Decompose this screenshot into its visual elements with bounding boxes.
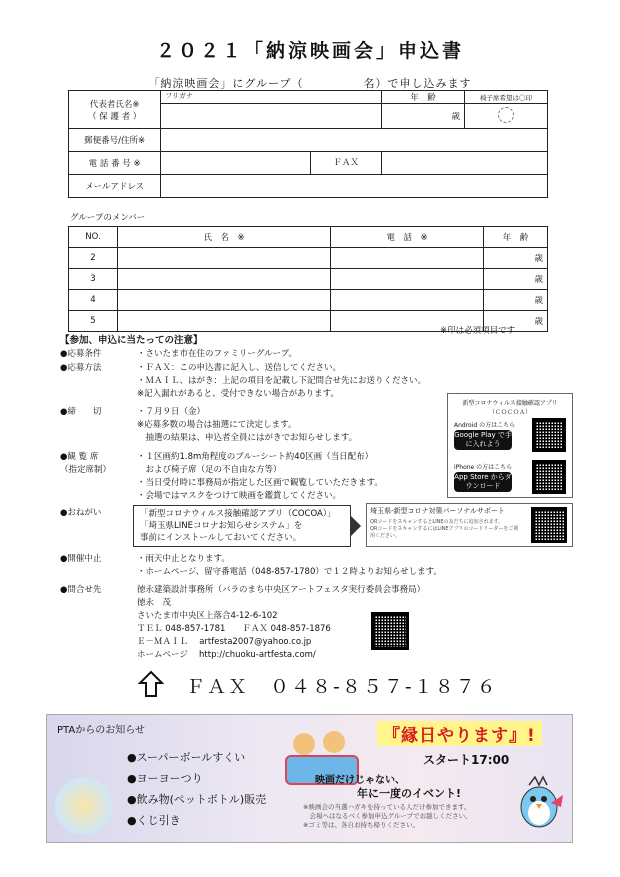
pta-note: 会場へはなるべく参加申込グループでお越しください。: [303, 812, 472, 820]
member-name-field[interactable]: [118, 311, 331, 332]
pta-heading: PTAからのお知らせ: [57, 725, 145, 736]
member-phone-field[interactable]: [331, 269, 484, 290]
qr-code-line: [531, 507, 567, 543]
col-no: NO.: [69, 227, 118, 248]
pta-panel: [46, 714, 573, 843]
note-text: 抽選の結果は、申込者全員にはがきでお知らせします。: [137, 433, 358, 443]
note-text: ・７月９日（金）: [137, 407, 206, 417]
pta-item: ●スーパーボールすくい: [127, 751, 246, 764]
line-support-box: [366, 503, 573, 547]
member-name-field[interactable]: [118, 269, 331, 290]
member-age-field[interactable]: [484, 248, 548, 269]
contact-person: 徳永 茂: [137, 598, 172, 608]
note-text: ・雨天中止となります。: [137, 554, 230, 564]
chair-header: 椅子席希望は〇印: [465, 91, 548, 104]
rep-age-field[interactable]: [382, 104, 465, 129]
line-desc-2: QRコードをスキャンするにはLINEアプリのコードリーダーをご利用ください。: [370, 526, 519, 539]
pta-item: ●ヨーヨーつり: [127, 772, 203, 785]
table-row: [69, 290, 548, 311]
note-text: ・ＭＡＩＬ、はがき：上記の項目を記載し下記問合せ先にお送りください。: [137, 376, 427, 386]
member-name-field[interactable]: [118, 290, 331, 311]
note-text: ・１区画約1.8m角程度のブルーシート約40区画（当日配布）: [137, 452, 374, 462]
line-desc: [370, 519, 520, 540]
age-header: 年 齢: [382, 91, 465, 104]
note-label-method: ●応募方法: [60, 363, 102, 373]
request-line: 事前にインストールしておいてください。: [140, 533, 302, 543]
note-text: ・さいたま市在住のファミリーグループ。: [137, 349, 297, 359]
col-age: 年 齢: [484, 227, 548, 248]
member-name-field[interactable]: [118, 248, 331, 269]
dashed-circle-icon: [498, 107, 514, 123]
request-line: 「新型コロナウィルス接触確認アプリ（COCOA）」: [140, 509, 336, 519]
rep-name-label: 代表者氏名※: [89, 99, 140, 110]
note-label-condition: ●応募条件: [60, 349, 102, 359]
note-label-seats: ●観 覧 席: [60, 452, 99, 462]
start-time: スタート17:00: [423, 753, 510, 767]
required-note: ※印は必須項目です: [440, 326, 516, 336]
pta-note: ※ゴミ等は、各自お持ち帰りください。: [303, 821, 419, 829]
row-no: 2: [69, 248, 118, 269]
page-title: ２０２１「納涼映画会」申込書: [155, 40, 464, 62]
sai-label: 歳: [534, 275, 543, 285]
note-text: および椅子席（足の不自由な方等）: [137, 465, 282, 475]
catch-line-2: 年に一度のイベント!: [357, 787, 462, 800]
arrow-right-icon: [351, 516, 361, 536]
table-row: [69, 269, 548, 290]
sai-label: 歳: [534, 254, 543, 264]
pta-notes: [303, 803, 472, 830]
application-line: 「納涼映画会」にグループ（ 名）で申し込みます: [148, 77, 472, 90]
col-name: 氏 名 ※: [118, 227, 331, 248]
note-text: ・当日受付時に事務局が指定した区画で観覧していただきます。: [137, 478, 383, 488]
note-text: ・ホームページ、留守番電話（048-857-1780）で１２時よりお知らせします。: [137, 567, 442, 577]
members-heading: グループのメンバー: [70, 213, 146, 223]
cocoa-title: 新型コロナウィルス接触確認アプリ: [462, 400, 558, 407]
up-arrow-icon: [138, 670, 164, 698]
rep-name-field[interactable]: [161, 104, 382, 129]
contact-tel-fax: ＴＥＬ 048-857-1781 ＦＡＸ 048-857-1876: [137, 624, 331, 634]
application-form: [68, 90, 548, 198]
note-label-contact: ●問合せ先: [60, 585, 102, 595]
kids-illustration: [55, 777, 113, 835]
catch-line-1: 映画だけじゃない、: [315, 775, 405, 786]
row-no: 5: [69, 311, 118, 332]
cocoa-sub: （ＣＯＣＯＡ）: [488, 409, 531, 416]
table-row: [69, 248, 548, 269]
sai-label: 歳: [451, 112, 461, 122]
pta-item: ●くじ引き: [127, 814, 181, 827]
note-text: ※記入漏れがあると、受付できない場合があります。: [137, 389, 339, 399]
member-phone-field[interactable]: [331, 290, 484, 311]
members-table: [68, 226, 548, 332]
note-label-cancel: ●開催中止: [60, 554, 102, 564]
note-label-request: ●おねがい: [60, 508, 102, 518]
col-phone: 電 話 ※: [331, 227, 484, 248]
app-store-button[interactable]: App Store からダウンロード: [454, 473, 512, 490]
address-label: 郵便番号/住所※: [69, 129, 161, 152]
request-box: [133, 505, 351, 547]
note-text: ・ＦＡＸ：この申込書に記入し、送信してください。: [137, 363, 342, 373]
note-text: ※応募多数の場合は抽選にて決定します。: [137, 420, 297, 430]
furigana-field[interactable]: [161, 91, 382, 104]
line-desc-1: QRコードをスキャンするとLINEの友だちに追加されます。: [370, 519, 504, 525]
request-line: 「埼玉県LINEコロナお知らせシステム」を: [140, 521, 303, 531]
member-age-field[interactable]: [484, 269, 548, 290]
qr-code-android: [532, 418, 566, 452]
phone-field[interactable]: [161, 152, 382, 175]
member-phone-field[interactable]: [331, 248, 484, 269]
note-label-deadline: ●締 切: [60, 407, 102, 417]
member-age-field[interactable]: [484, 290, 548, 311]
fax-field[interactable]: [382, 152, 548, 175]
pta-note: ※映画会の当選ハガキを持っている人だけ参加できます。: [303, 803, 471, 811]
notes-heading: 【参加、申込に当たっての注意】: [60, 335, 203, 346]
iphone-label: iPhone の方はこちら: [454, 464, 513, 471]
line-title: 埼玉県-新型コロナ対策パーソナルサポート: [370, 507, 505, 515]
furigana-label: フリガナ: [165, 92, 193, 100]
email-label: メールアドレス: [69, 175, 161, 198]
google-play-button[interactable]: Google Play で手に入れよう: [454, 431, 512, 448]
row-no: 3: [69, 269, 118, 290]
android-label: Android の方はこちら: [454, 422, 516, 429]
note-sublabel-seats: （指定席制）: [60, 465, 112, 475]
fax-label: ＦＡＸ: [310, 152, 381, 174]
phone-label: 電 話 番 号 ※: [69, 152, 161, 175]
note-text: ・会場ではマスクをつけて映画を鑑賞してください。: [137, 491, 342, 501]
row-no: 4: [69, 290, 118, 311]
contact-homepage[interactable]: ホームページ http://chuoku-artfesta.com/: [137, 650, 316, 660]
members-header-row: [69, 227, 548, 248]
pta-item: ●飲み物(ペットボトル)販売: [127, 793, 267, 806]
email-field[interactable]: [161, 175, 548, 198]
guardian-label: （ 保 護 者 ）: [87, 111, 142, 122]
fax-number: ＦＡＸ ０４８-８５７-１８７６: [186, 676, 498, 698]
contact-office: 徳永建築設計事務所（バラのまち中央区アートフェスタ実行委員会事務局）: [137, 585, 426, 595]
bird-mascot-illustration: [515, 773, 565, 831]
event-banner: 『縁日やります』!: [377, 721, 542, 746]
address-field[interactable]: [161, 129, 548, 152]
sai-label: 歳: [534, 317, 543, 327]
contact-email[interactable]: Ｅ－ＭＡＩＬ artfesta2007@yahoo.co.jp: [137, 637, 312, 647]
contact-address: さいたま市中央区上落合4-12-6-102: [137, 611, 278, 621]
sai-label: 歳: [534, 296, 543, 306]
cocoa-box: [447, 393, 573, 498]
qr-code-homepage: [371, 612, 409, 650]
chair-field[interactable]: [465, 104, 548, 129]
qr-code-iphone: [532, 460, 566, 494]
